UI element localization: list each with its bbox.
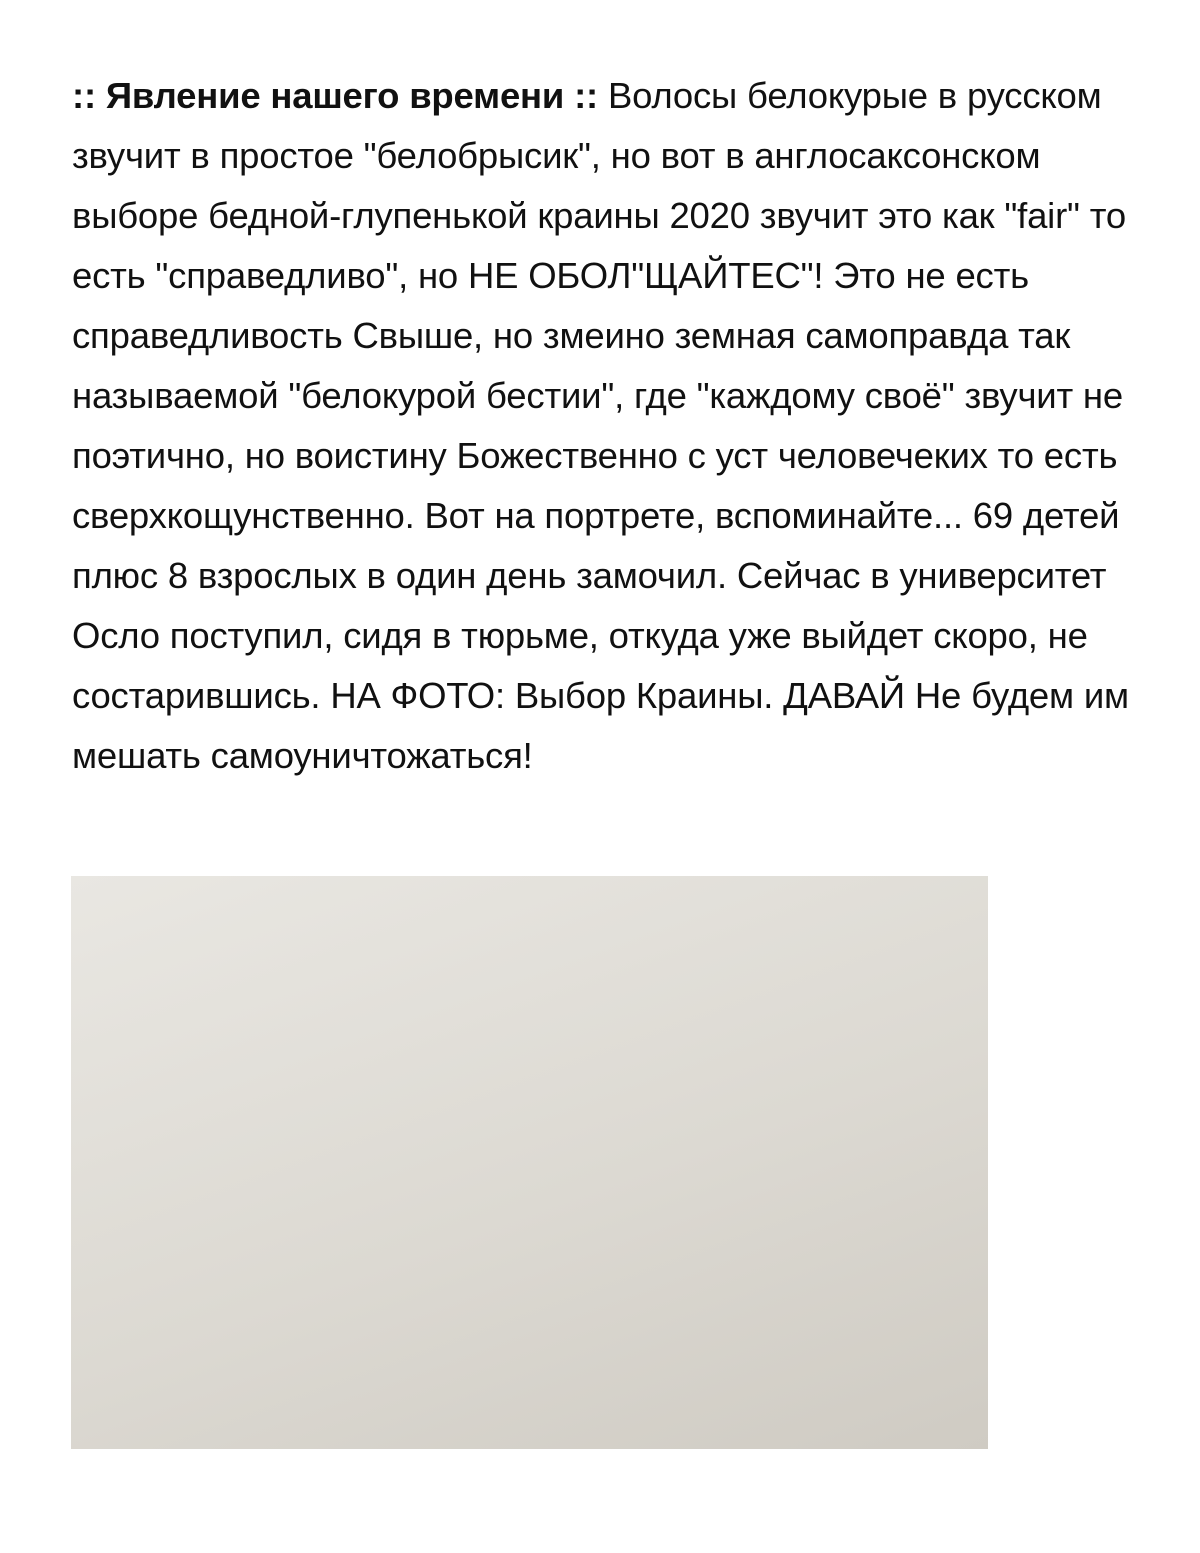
photo xyxy=(71,876,988,1449)
article-body: Волосы белокурые в русском звучит в простое "белобрысик", но вот в англосаксонском выборе бедной-глупенькой краины 2020 звучит это как "fair" то есть "справедливо", но НЕ ОБОЛ"ЩАЙТЕС"! Это не есть справедливость Свыше, но змеино земная самоправда так называемой "белокурой бестии", где "каждому своё" звучит не поэтично, но воистину Божественно с уст человечеких то есть сверхкощунственно. Вот на портрете, вспоминайте... 69 детей плюс 8 взрослых в один день замочил. Сейчас в университет Осло поступил, сидя в тюрьме, откуда уже выйдет скоро, не состарившись. НА ФОТО: Выбор Краины. ДАВАЙ Не будем им мешать самоуничтожаться! xyxy=(72,75,1129,776)
article-title: :: Явление нашего времени :: xyxy=(72,75,598,116)
photo-placeholder xyxy=(71,876,988,1449)
article-text xyxy=(72,66,1132,786)
